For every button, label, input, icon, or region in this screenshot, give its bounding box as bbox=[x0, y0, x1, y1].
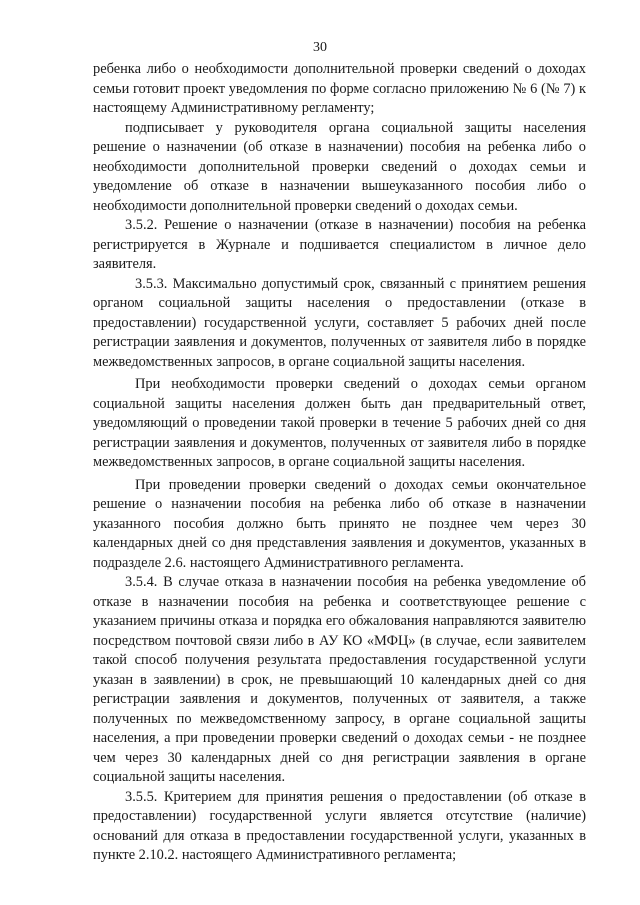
page-number: 30 bbox=[313, 40, 327, 55]
paragraph-5: При необходимости проверки сведений о доходах семьи органом социальной защиты населения должен быть дан предварительный ответ, уведомляющий о проведении такой проверки в течение 5 рабочих дней со дня регистрации заявления и документов, полученных от заявителя либо в порядке межведомственных запросов, в органе социальной защиты населения. bbox=[93, 376, 586, 470]
paragraph-8: 3.5.5. Критерием для принятия решения о предоставлении (об отказе в предоставлении) государственной услуги является отсутствие (наличие) оснований для отказа в предоставлении государственной услуги, указанных в пункте 2.10.2. настоящего Административного регламента; bbox=[93, 788, 586, 863]
document-body bbox=[93, 60, 586, 866]
paragraph-7: 3.5.4. В случае отказа в назначении пособия на ребенка уведомление об отказе в назначении пособия на ребенка и соответствующее решение с указанием причины отказа и порядка его обжалования направляются заявителю посредством почтовой связи либо в АУ КО «МФЦ» (в случае, если заявителем такой способ получения результата предоставления государственной услуги указан в заявлении) в срок, не превышающий 10 календарных дней со дня регистрации заявления и документов, полученных от заявителя, а также полученных по межведомственному запросу, в органе социальной защиты населения, а при проведении проверки сведений о доходах семьи - не позднее чем через 30 календарных дней со дня регистрации заявления в органе социальной защиты населения. bbox=[93, 574, 586, 785]
paragraph-2: подписывает у руководителя органа социальной защиты населения решение о назначении (об отказе в назначении) пособия на ребенка либо о необходимости дополнительной проверки сведений о доходах семьи и уведомление об отказе в назначении вышеуказанного пособия либо о необходимости дополнительной проверки сведений о доходах семьи. bbox=[93, 119, 586, 214]
paragraph-1: ребенка либо о необходимости дополнительной проверки сведений о доходах семьи готовит проект уведомления по форме согласно приложению № 6 (№ 7) к настоящему Административному регламенту; bbox=[93, 61, 586, 116]
paragraph-6: При проведении проверки сведений о доходах семьи окончательное решение о назначении пособия на ребенка либо об отказе в назначении указанного пособия должно быть принято не позднее чем через 30 календарных дней со дня представления заявления и документов, указанных в подразделе 2.6. настоящего Административного регламента. bbox=[93, 476, 586, 571]
paragraph-4: 3.5.3. Максимально допустимый срок, связанный с принятием решения органом социальной защиты населения о предоставлении (отказе в предоставлении) государственной услуги, составляет 5 рабочих дней после регистрации заявления и документов, полученных от заявителя либо в порядке межведомственных запросов, в органе социальной защиты населения. bbox=[93, 275, 586, 370]
paragraph-3: 3.5.2. Решение о назначении (отказе в назначении) пособия на ребенка регистрируется в Журнале и подшивается специалистом в личное дело заявителя. bbox=[93, 217, 586, 272]
